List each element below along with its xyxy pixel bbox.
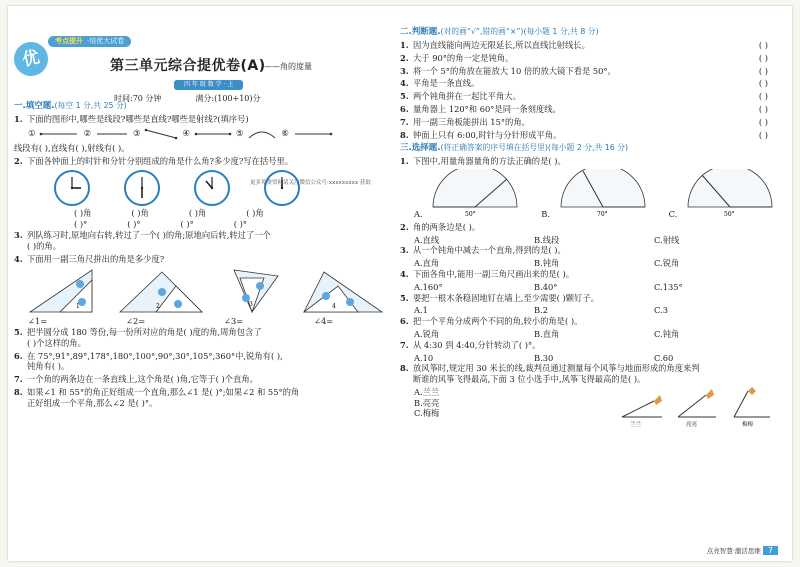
blank-degrees: ( )° (180, 219, 194, 230)
s1-question-7 (14, 374, 396, 385)
kite-figures (614, 387, 774, 427)
q-number: 1. (400, 156, 409, 167)
option-row (400, 305, 786, 316)
q-text: 从一个钝角中减去一个直角,得到的是( )。 (413, 245, 566, 256)
set-square-figure-3 (212, 266, 292, 314)
figure-label: ③ (132, 128, 141, 139)
q-text: 下面的图形中,哪些是线段?哪些是直线?哪些是射线?(填序号) (27, 114, 249, 125)
angle-eq: ∠2= (126, 316, 146, 327)
figure-label: ⑥ (281, 128, 289, 139)
triangle-figures (14, 266, 396, 314)
q-text: 把半圆分成 180 等份,每一份所对应的角是( )度的角,周角包含了 (27, 327, 262, 338)
q-text: 下面用一副三角尺拼出的角是多少度? (27, 253, 165, 264)
q-number: 2. (14, 155, 23, 166)
option-row (400, 282, 786, 293)
section2-title: 二.判断题. (400, 27, 441, 37)
figure-label: ④ (182, 128, 190, 139)
q-text: 把一个平角分成两个不同的角,较小的角是( )。 (413, 316, 583, 327)
degree-label: 50° (724, 211, 735, 218)
q-text: 两个钝角拼在一起比平角大。 (413, 91, 521, 102)
degree-label: 70° (596, 211, 608, 218)
s1-question-1 (14, 114, 396, 125)
q-text-cont: ( )个这样的角。 (27, 337, 86, 348)
q-number: 3. (14, 229, 23, 240)
s1-q1-answer (14, 143, 396, 154)
q-number: 6. (400, 316, 409, 327)
judge-item (400, 66, 786, 77)
q-text: 如果∠1 和 55°的角正好组成一个直角,那么∠1 是( )°;如果∠2 和 55°的角 (27, 386, 300, 397)
line-figure-3 (144, 128, 178, 140)
protractor-figure-b (553, 169, 653, 217)
angle-eq: ∠3= (224, 316, 244, 327)
logo-badge: 优 (11, 39, 51, 79)
option-letter: A. (414, 209, 423, 220)
option-a: A.兰兰 (414, 386, 440, 397)
judge-item (400, 104, 786, 115)
choice-option[interactable]: C.钝角 (654, 328, 680, 339)
answer-paren[interactable]: ( ) (758, 65, 768, 76)
s3-question-1 (400, 156, 786, 167)
s3-question (400, 293, 786, 304)
brand-b: ·培优大试卷 (87, 37, 125, 45)
q-text: 下面各钟面上的时针和分针分别组成的角是什么角?多少度?写在括号里。 (27, 155, 294, 166)
q-number: 8. (400, 363, 409, 374)
angle-eq: ∠1= (28, 316, 48, 327)
judge-item (400, 40, 786, 51)
q-number: 5. (400, 91, 409, 102)
option-row (400, 258, 786, 269)
q-number: 3. (400, 65, 409, 76)
q-text-cont: 断谁的风筝飞得最高,下面 3 位小选手中,风筝飞得最高的是( )。 (413, 374, 646, 385)
judge-item (400, 53, 786, 64)
q-number: 1. (14, 114, 23, 125)
judge-item (400, 117, 786, 128)
figure-label: ⑤ (235, 128, 244, 139)
time-limit: 时间:70 分钟 (114, 94, 162, 103)
judge-list (400, 40, 786, 140)
angle-mark: 2 (156, 303, 160, 311)
header (14, 6, 396, 103)
choice-option[interactable]: C.3 (654, 305, 668, 316)
clock-icon (264, 170, 300, 206)
q-number: 4. (14, 253, 23, 264)
q-text: 平角是一条直线。 (413, 78, 480, 89)
q-text: 从 4:30 到 4:40,分针转动了( )°。 (413, 339, 541, 350)
q-number: 2. (400, 52, 409, 63)
angle-mark: 1 (76, 303, 80, 311)
set-square-figure-4 (298, 266, 388, 314)
q-number: 4. (400, 269, 409, 280)
brand-a: 考点提升 (55, 37, 83, 45)
s1-question-5 (14, 327, 396, 349)
page-title: 第三单元综合提优卷(A) (110, 58, 266, 74)
answer-paren[interactable]: ( ) (758, 78, 768, 89)
protractor-figure-c (680, 169, 780, 217)
q-number: 3. (400, 245, 409, 256)
choice-option[interactable]: A.直角 (414, 258, 440, 269)
kid-name: 亮亮 (686, 421, 698, 427)
q-text: 列队练习时,原地向右转,转过了一个( )的角;原地向后转,转过了一个 (27, 229, 271, 240)
protractor-option-c (669, 169, 780, 220)
kid-name: 梅梅 (742, 421, 754, 427)
clock-row (14, 170, 396, 206)
figure-label: ① (28, 128, 36, 139)
protractor-figure-a (425, 169, 525, 217)
set-square-figure-1 (20, 266, 110, 314)
clock-answers-a (14, 208, 396, 219)
q-text: 下图中,用量角器量角的方法正确的是( )。 (413, 156, 566, 167)
choice-option[interactable]: A.10 (414, 352, 434, 363)
s3-question (400, 222, 786, 233)
choice-option[interactable]: B.40° (534, 281, 558, 292)
line-figure-6 (293, 130, 333, 138)
q-answer-line: 线段有( ),直线有( ),射线有( )。 (14, 142, 130, 153)
q-number: 5. (14, 327, 23, 338)
blank-degrees: ( )° (74, 219, 88, 230)
angle-mark: 3 (249, 301, 253, 309)
section1-note: (每空 1 分,共 25 分) (54, 101, 127, 110)
section2-heading (400, 27, 786, 38)
blank-angle-type: ( )角 (246, 208, 264, 219)
line-figure-4 (194, 130, 232, 138)
choice-option[interactable]: C.135° (654, 281, 683, 292)
choice-option[interactable]: C.60 (654, 352, 674, 363)
kite-options (400, 387, 614, 427)
q-text: 一个角的两条边在一条直线上,这个角是( )角,它等于( )个直角。 (27, 374, 258, 385)
answer-paren[interactable]: ( ) (758, 116, 768, 127)
choice-list (400, 222, 786, 363)
q-text-cont: ( )的角。 (27, 240, 62, 251)
answer-paren[interactable]: ( ) (758, 129, 768, 140)
page-subtitle: ——角的度量 (264, 62, 312, 71)
angle-eq: ∠4= (314, 316, 334, 327)
choice-option[interactable]: B.直角 (534, 328, 560, 339)
q-text: 在 75°,91°,89°,178°,180°,100°,90°,30°,105°,360°中,锐角有( ), (27, 350, 283, 361)
clock-icon (54, 170, 90, 206)
answer-paren[interactable]: ( ) (758, 103, 768, 114)
answer-paren[interactable]: ( ) (758, 91, 768, 102)
choice-option[interactable]: A.160° (414, 281, 443, 292)
blank-angle-type: ( )角 (188, 208, 207, 219)
section3-note: (将正确答案的序号填在括号里)(每小题 2 分,共 16 分) (440, 143, 629, 153)
left-column (14, 6, 396, 411)
q-text: 要把一根木条稳固地钉在墙上,至少需要( )颗钉子。 (413, 292, 599, 303)
choice-option[interactable]: C.射线 (654, 234, 680, 245)
option-row (400, 235, 786, 246)
option-row (400, 353, 786, 364)
q-text: 角的两条边是( )。 (413, 221, 481, 232)
option-row (400, 329, 786, 340)
s1-question-6 (14, 351, 396, 373)
s1-question-4 (14, 254, 396, 265)
q-text-cont: 正好组成一个平角,那么∠2 是( )°。 (27, 397, 158, 408)
q-text: 下面各角中,能用一副三角尺画出来的是( )。 (413, 269, 575, 280)
choice-option[interactable]: B.2 (534, 305, 549, 316)
s3-question-8 (400, 363, 786, 385)
line-figure-1 (39, 130, 79, 138)
s3-question (400, 245, 786, 256)
choice-option[interactable]: B.线段 (534, 234, 560, 245)
angle-answers (14, 316, 396, 327)
blank-angle-type: ( )角 (131, 208, 149, 219)
section1-title: 一.填空题. (14, 101, 55, 111)
s1-question-3 (14, 230, 396, 252)
choice-option[interactable]: A.直线 (414, 234, 440, 245)
q-number: 6. (14, 350, 23, 361)
q-text: 钟面上只有 6:00,时针与分针形成平角。 (413, 129, 562, 140)
blank-angle-type: ( )角 (74, 208, 92, 219)
clock-icon (124, 170, 160, 206)
q-number: 7. (400, 339, 409, 350)
protractor-option-b (541, 169, 652, 220)
q-text-cont: 钝角有( )。 (27, 361, 70, 372)
section2-note: (对的画“√”,错的画“×”)(每小题 1 分,共 8 分) (440, 27, 599, 36)
protractor-options (400, 169, 786, 220)
grade-bar: 四 年 级 数 学 · 上 (174, 80, 243, 90)
line-figure-2 (95, 130, 129, 138)
choice-option[interactable]: A.锐角 (414, 328, 440, 339)
full-score: 满分:(100+10)分 (195, 94, 261, 103)
worksheet-page (8, 6, 792, 561)
s1-question-8 (14, 387, 396, 409)
answer-paren[interactable]: ( ) (758, 40, 768, 51)
line-figure-5 (247, 128, 277, 140)
q-text: 用一副三角板能拼出 15°的角。 (413, 116, 530, 127)
kite-block (400, 387, 786, 427)
s3-question (400, 269, 786, 280)
watermark-note: 更多免费资料请关注微信公众号:xxxxxxxxx 获取 (250, 180, 371, 186)
answer-paren[interactable]: ( ) (758, 52, 768, 63)
clock-answers-b (14, 219, 396, 230)
section3-title: 三.选择题. (400, 143, 441, 154)
s1-question-2 (14, 156, 396, 167)
angle-mark: 4 (332, 303, 336, 311)
footer-text: 点亮智慧·激活思维 (706, 547, 761, 555)
q-text: 因为直线能向两边无限延长,所以直线比射线长。 (413, 40, 590, 51)
degree-label: 50° (465, 211, 476, 218)
q-number: 8. (14, 386, 23, 397)
footer (707, 546, 778, 555)
q-number: 5. (400, 292, 409, 303)
judge-item (400, 91, 786, 102)
q-number: 7. (400, 116, 409, 127)
page-number: 7 (763, 546, 778, 555)
protractor-option-a (414, 169, 525, 220)
s3-question (400, 340, 786, 351)
figure-label: ② (83, 128, 91, 139)
judge-item (400, 78, 786, 89)
option-b: B.亮亮 (414, 397, 440, 408)
q-number: 7. (14, 374, 23, 385)
clock-icon (194, 170, 230, 206)
q-text: 将一个 5°的角放在能放大 10 倍的放大镜下看是 50°。 (413, 65, 616, 76)
right-column (400, 24, 786, 427)
judge-item (400, 130, 786, 141)
option-letter: B. (541, 209, 551, 220)
q-number: 8. (400, 129, 409, 140)
choice-option[interactable]: B.钝角 (534, 258, 560, 269)
q-number: 6. (400, 103, 409, 114)
s3-question (400, 316, 786, 327)
section3-heading (400, 143, 786, 154)
line-figures (14, 128, 396, 140)
exam-meta (114, 94, 295, 104)
q-text: 量角器上 120°和 60°是同一条刻度线。 (413, 103, 561, 114)
q-number: 4. (400, 78, 409, 89)
kid-name: 兰兰 (630, 421, 642, 427)
choice-option[interactable]: B.30 (534, 352, 554, 363)
choice-option[interactable]: C.锐角 (654, 258, 680, 269)
q-text: 放风筝时,规定用 30 米长的线,裁判员通过测量每个风筝与地面形成的角度来判 (413, 363, 700, 374)
option-letter: C. (668, 209, 678, 220)
q-text: 大于 90°的角一定是钝角。 (413, 52, 514, 63)
q-number: 1. (400, 40, 409, 51)
blank-degrees: ( )° (127, 219, 141, 230)
q-number: 2. (400, 221, 409, 232)
blank-degrees: ( )° (233, 219, 248, 230)
option-c: C.梅梅 (414, 408, 440, 419)
choice-option[interactable]: A.1 (414, 305, 428, 316)
brand-tag (48, 36, 131, 47)
set-square-figure-2 (116, 266, 206, 314)
